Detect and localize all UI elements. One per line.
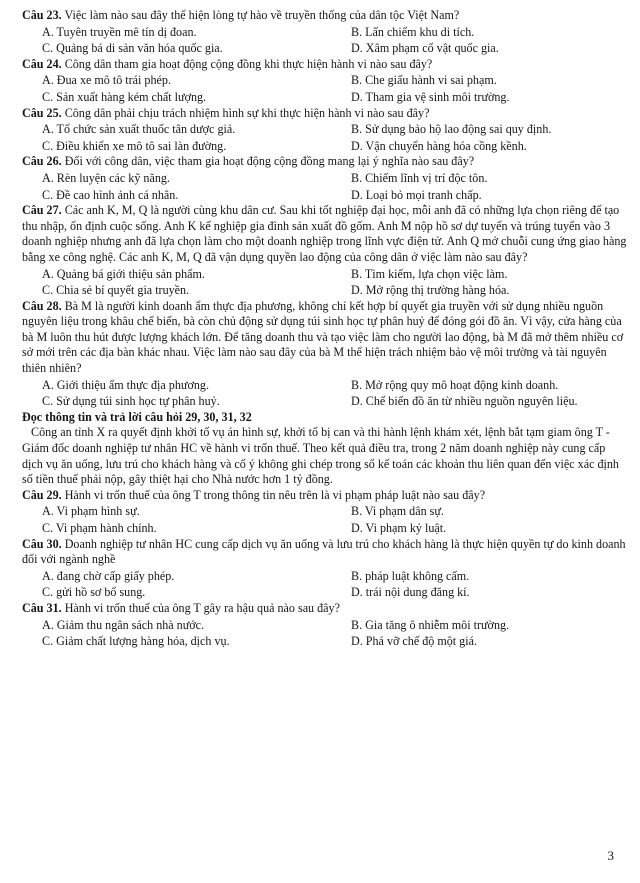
question-stem: Câu 31. Hành vi trốn thuế của ông T gây ra hậu quả nào sau đây?	[22, 600, 340, 615]
option-c: C. Sử dụng túi sinh học tự phân huỷ.	[42, 394, 220, 409]
option-a: A. Đua xe mô tô trái phép.	[42, 73, 171, 88]
question-number: Câu 26.	[22, 154, 62, 169]
option-c: C. Đề cao hình ảnh cá nhân.	[42, 187, 179, 202]
question-stem: Câu 29. Hành vi trốn thuế của ông T trong thông tin nêu trên là vi phạm pháp luật nào sau đây?	[22, 487, 486, 502]
question-number: Câu 29.	[22, 487, 62, 502]
question-stem: Câu 26. Đối với công dân, việc tham gia hoạt động cộng đồng mang lại ý nghĩa nào sau đây?	[22, 154, 475, 169]
option-a: A. Vi phạm hình sự.	[42, 504, 140, 519]
option-b: B. Mở rộng quy mô hoạt động kinh doanh.	[351, 377, 559, 392]
option-d: D. Tham gia vệ sinh môi trường.	[351, 89, 510, 104]
question-29	[22, 488, 628, 537]
option-d: D. Phá vỡ chế độ một giá.	[351, 634, 477, 649]
question-number: Câu 23.	[22, 8, 62, 22]
question-number: Câu 25.	[22, 105, 62, 120]
option-d: D. Vận chuyển hàng hóa cồng kềnh.	[351, 138, 527, 153]
option-b: B. Lấn chiếm khu di tích.	[351, 24, 475, 39]
question-number: Câu 31.	[22, 600, 62, 615]
question-stem: Câu 23. Việc làm nào sau đây thể hiện lòng tự hào về truyền thống của dân tộc Việt Nam?	[22, 8, 460, 22]
question-number: Câu 27.	[22, 203, 62, 218]
option-d: D. Xâm phạm cổ vật quốc gia.	[351, 41, 499, 56]
answer-options	[22, 568, 628, 601]
question-stem: Câu 27. Các anh K, M, Q là người cùng khu dân cư. Sau khi tốt nghiệp đại học, mỗi anh đã có những lựa chọn riêng để tạo thu nhập, ổn định cuộc sống. Anh K kế nghiệp gia đình sản xuất đồ gốm. Anh M nộp hồ sơ dự tuyển và trúng tuyển vào 3 doanh nghiệp nhưng anh đã lựa chọn làm cho một doanh nghiệp trong lĩnh vực điện tử. Anh Q mở chuỗi cung ứng giao hàng bằng xe công nghệ. Các anh K, M, Q đã vận dụng quyền lao động của công dân ở việc làm nào sau đây?	[22, 203, 627, 264]
answer-options	[22, 377, 628, 410]
option-b: B. Chiếm lĩnh vị trí độc tôn.	[351, 170, 488, 185]
option-c: C. gửi hồ sơ bổ sung.	[42, 585, 146, 600]
answer-options	[22, 617, 628, 650]
option-b: B. Vi phạm dân sự.	[351, 504, 444, 519]
option-d: D. trái nội dung đăng kí.	[351, 585, 470, 600]
option-a: A. Tuyên truyền mê tín dị đoan.	[42, 24, 197, 39]
question-stem: Câu 24. Công dân tham gia hoạt động cộng đồng khi thực hiện hành vi nào sau đây?	[22, 56, 433, 71]
answer-options	[22, 266, 628, 299]
option-c: C. Sản xuất hàng kém chất lượng.	[42, 89, 207, 104]
answer-options	[22, 121, 628, 154]
option-a: A. Quảng bá giới thiệu sản phẩm.	[42, 266, 205, 281]
question-28	[22, 299, 628, 410]
question-stem: Câu 28. Bà M là người kinh doanh ẩm thực địa phương, không chỉ kết hợp bí quyết gia truyền với sử dụng nhiều nguồn nguyên liệu trong khâu chế biến, bà còn chủ động sử dụng túi sinh học tự phân huỷ để đóng gói đồ ăn. Vì vậy, cửa hàng của bà M luôn thu hút được lượng khách lớn. Để tăng doanh thu và tạo việc làm cho người lao động, bà M đã mở thêm nhiều cơ sở mới trên các địa bàn khác nhau. Việc làm nào sau đây của bà M thể hiện trách nhiệm bảo vệ môi trường và tài nguyên thiên nhiên?	[22, 298, 624, 376]
question-number: Câu 24.	[22, 56, 62, 71]
section-heading: Đọc thông tin và trả lời câu hỏi 29, 30, 31, 32	[22, 409, 252, 424]
question-27	[22, 203, 628, 299]
option-a: A. Giảm thu ngân sách nhà nước.	[42, 617, 205, 632]
question-31	[22, 601, 628, 650]
option-d: D. Loại bỏ mọi tranh chấp.	[351, 187, 482, 202]
option-b: B. Tìm kiếm, lựa chọn việc làm.	[351, 266, 508, 281]
page-number: 3	[607, 848, 614, 863]
question-number: Câu 28.	[22, 298, 62, 313]
option-b: B. pháp luật không cấm.	[351, 568, 470, 583]
option-d: D. Mở rộng thị trường hàng hóa.	[351, 283, 510, 298]
option-a: A. đang chờ cấp giấy phép.	[42, 568, 175, 583]
option-d: D. Chế biến đồ ăn từ nhiều nguồn nguyên liệu.	[351, 394, 578, 409]
option-b: B. Gia tăng ô nhiễm môi trường.	[351, 617, 510, 632]
option-c: C. Điều khiển xe mô tô sai làn đường.	[42, 138, 227, 153]
option-a: A. Rèn luyện các kỹ năng.	[42, 170, 170, 185]
option-b: B. Che giấu hành vi sai phạm.	[351, 73, 497, 88]
question-24	[22, 57, 628, 106]
question-30	[22, 537, 628, 601]
answer-options	[22, 72, 628, 105]
option-c: C. Quảng bá di sản văn hóa quốc gia.	[42, 41, 223, 56]
question-25	[22, 106, 628, 155]
option-d: D. Vi phạm kỷ luật.	[351, 521, 447, 535]
option-a: A. Tổ chức sản xuất thuốc tân dược giả.	[42, 122, 236, 137]
reading-passage: Công an tỉnh X ra quyết định khởi tố vụ án hình sự, khởi tố bị can và thi hành lệnh khám xét, lệnh bắt tạm giam ông T - Giám đốc doanh nghiệp tư nhân HC về hành vi trốn thuế. Theo kết quả điều tra, trong 2 năm doanh nghiệp này cung cấp dịch vụ ăn uống, lưu trú cho khách hàng và cố ý không ghi chép trong sổ kế toán các khoản thu liên quan đến việc xác định số tiền thuế phải nộp, gây thiệt hại cho Nhà nước hơn 1 tỷ đồng.	[22, 425, 619, 487]
option-a: A. Giới thiệu ẩm thực địa phương.	[42, 377, 209, 392]
option-c: C. Vi phạm hành chính.	[42, 521, 157, 535]
question-stem: Câu 30. Doanh nghiệp tư nhân HC cung cấp dịch vụ ăn uống và lưu trú cho khách hàng là thực hiện quyền tự do kinh doanh đối với ngành nghề	[22, 536, 626, 567]
question-23	[22, 8, 628, 57]
question-26	[22, 154, 628, 203]
option-b: B. Sử dụng bảo hộ lao động sai quy định.	[351, 122, 552, 137]
question-stem: Câu 25. Công dân phải chịu trách nhiệm hình sự khi thực hiện hành vi nào sau đây?	[22, 105, 430, 120]
option-c: C. Giảm chất lượng hàng hóa, dịch vụ.	[42, 634, 230, 649]
answer-options	[22, 503, 628, 536]
answer-options	[22, 24, 628, 57]
option-c: C. Chia sẻ bí quyết gia truyền.	[42, 283, 190, 298]
answer-options	[22, 170, 628, 203]
question-number: Câu 30.	[22, 536, 62, 551]
